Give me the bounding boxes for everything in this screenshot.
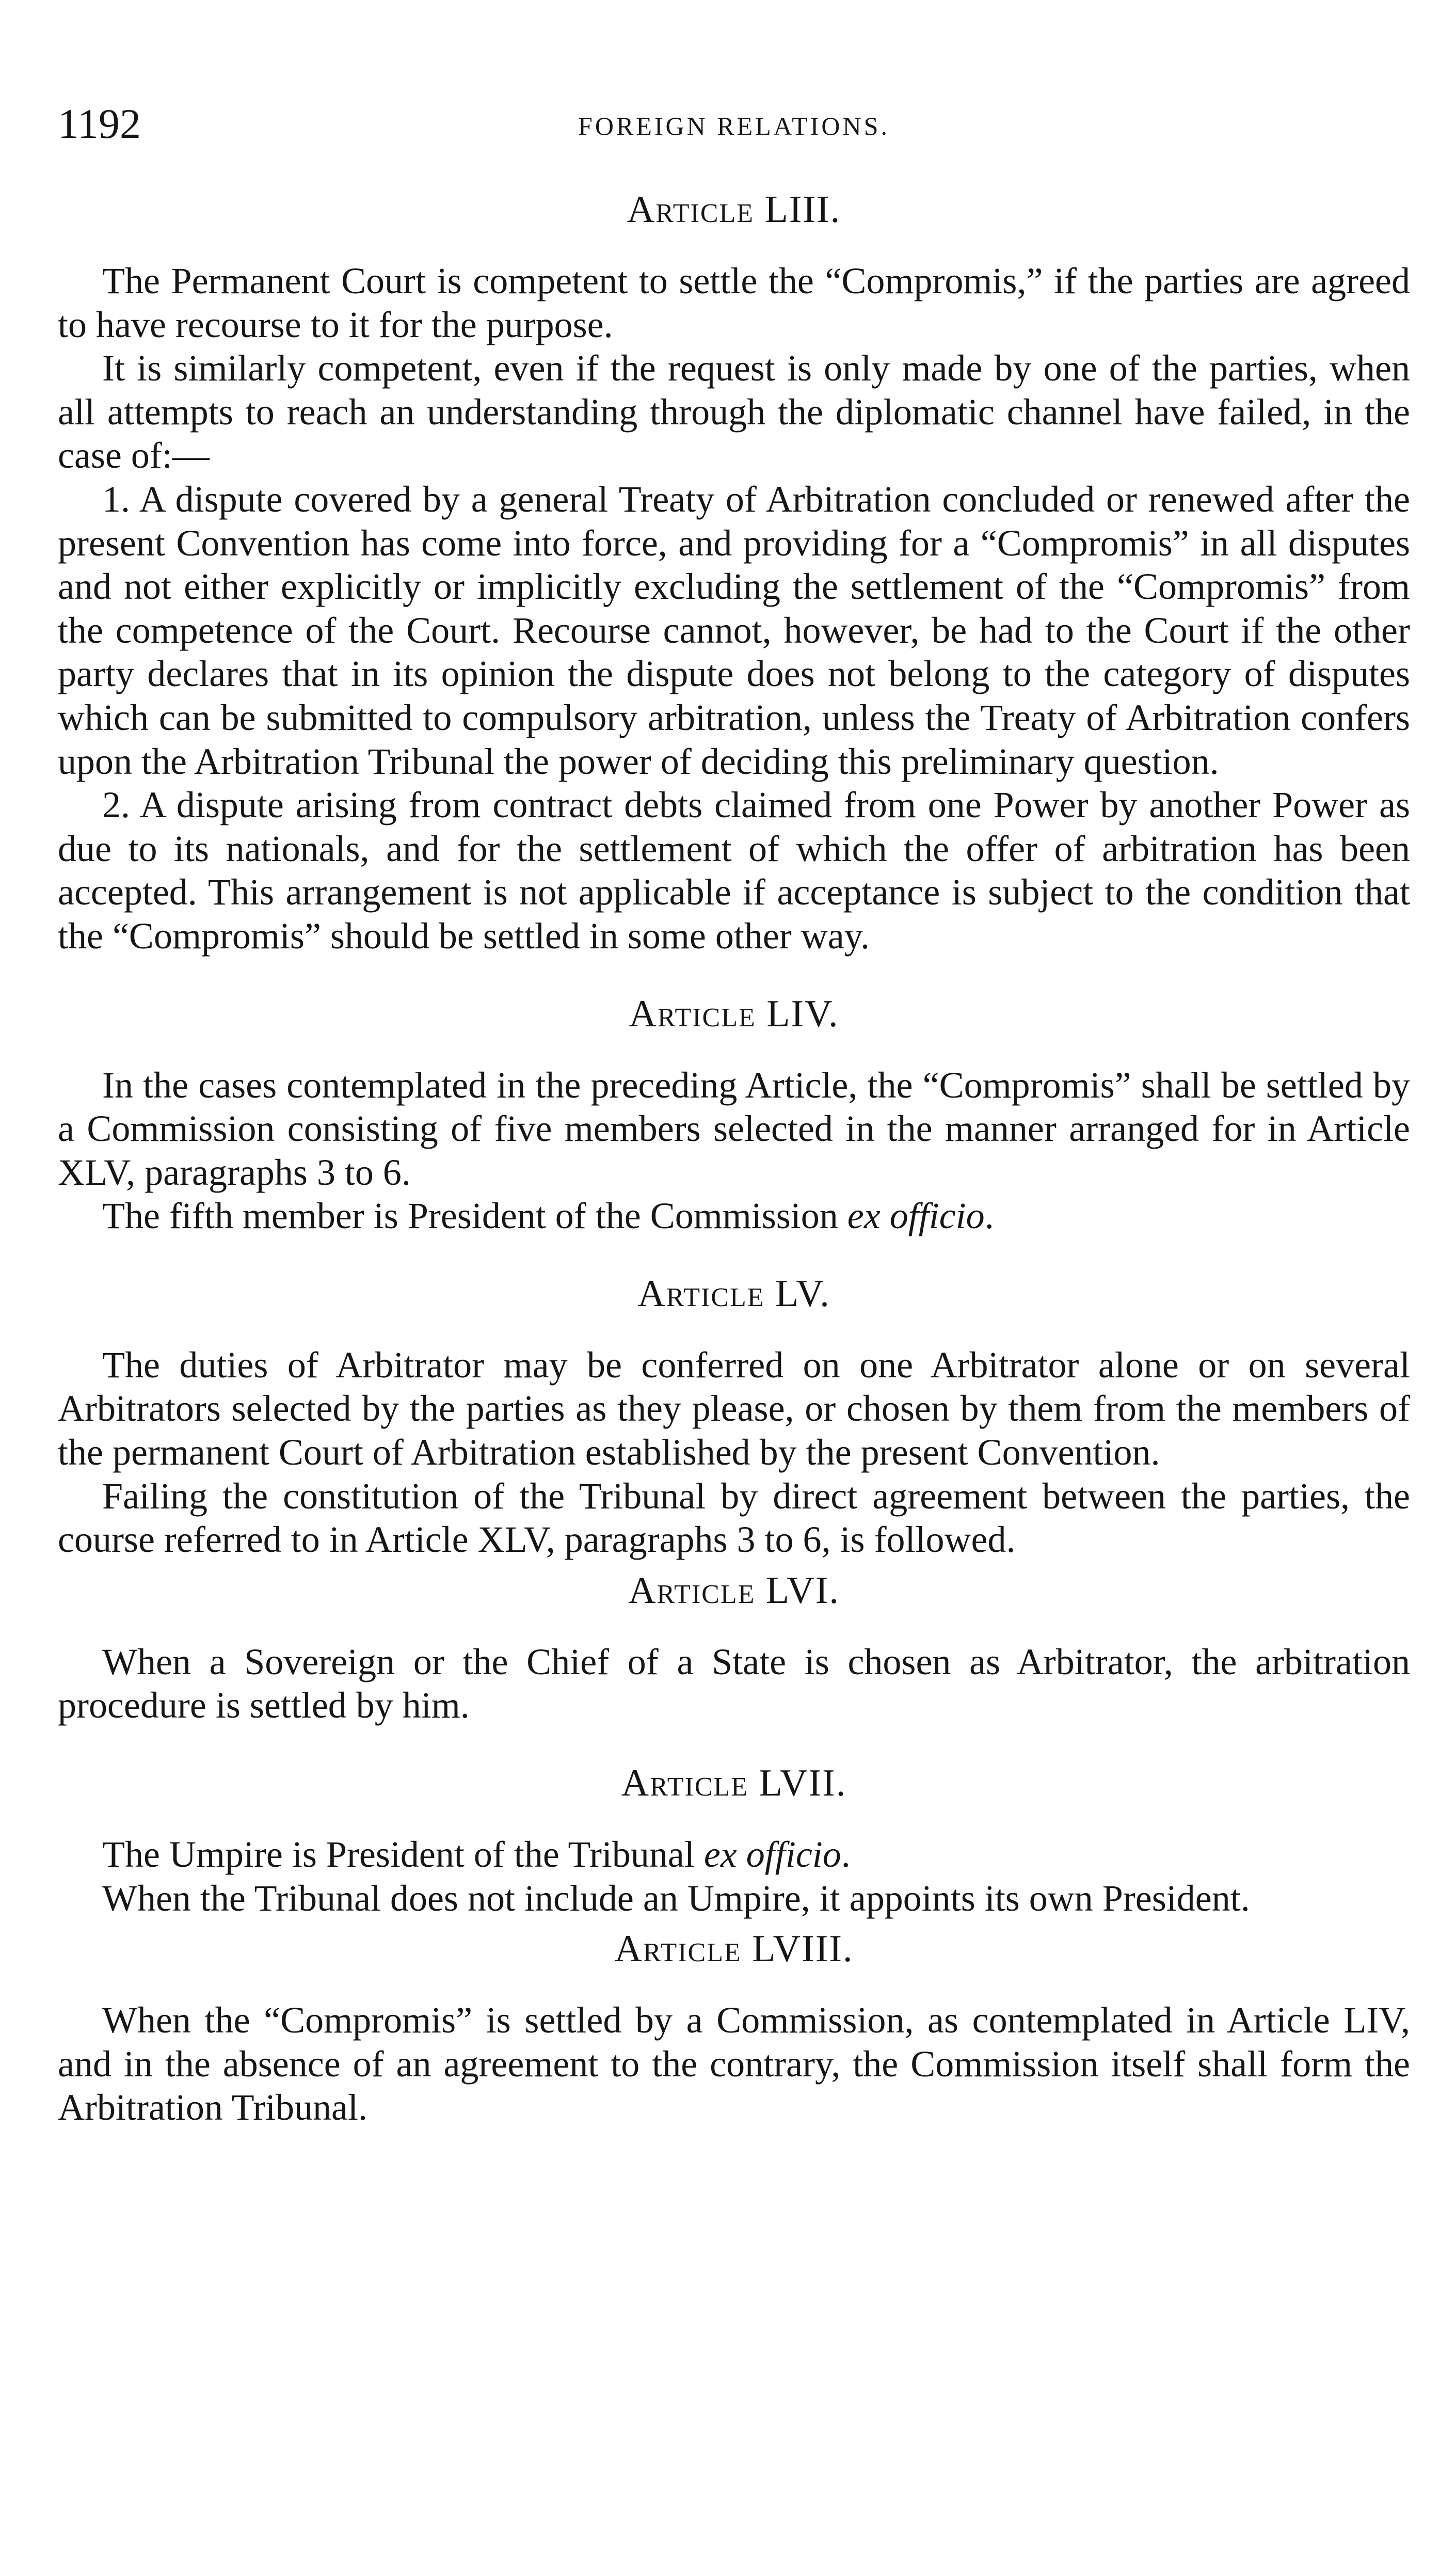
italic-term: ex officio bbox=[703, 1834, 841, 1876]
paragraph-text: The Umpire is President of the Tribunal bbox=[102, 1834, 695, 1876]
paragraph: 2. A dispute arising from contract debts claimed from one Power by another Power as due to its nationals, and for the settlement of which the offer of arbitration has been accepted. This arrangement is not applicable if acceptance is subject to the condition that the “Compromis” should be settled in some other way. bbox=[58, 784, 1410, 957]
article-lvi bbox=[58, 1568, 1410, 1727]
article-heading: Article LIII. bbox=[627, 188, 841, 231]
italic-term: ex officio bbox=[847, 1195, 985, 1237]
page-number: 1192 bbox=[58, 100, 141, 147]
document-page bbox=[58, 98, 1410, 2130]
article-heading: Article LVI. bbox=[628, 1569, 840, 1612]
paragraph: Failing the constitution of the Tribunal by direct agreement between the parties, the course referred to in Article XLV, paragraphs 3 to 6, is followed. bbox=[58, 1475, 1410, 1561]
paragraph bbox=[58, 1194, 1410, 1238]
article-lv bbox=[58, 1271, 1410, 1562]
article-liv bbox=[58, 991, 1410, 1238]
paragraph bbox=[58, 1833, 1410, 1877]
paragraph: The Permanent Court is competent to settle the “Compromis,” if the parties are agreed to have recourse to it for the purpose. bbox=[58, 260, 1410, 345]
running-title: FOREIGN RELATIONS. bbox=[578, 112, 890, 140]
paragraph: When a Sovereign or the Chief of a State is chosen as Arbitrator, the arbitration procedure is settled by him. bbox=[58, 1641, 1410, 1726]
paragraph: 1. A dispute covered by a general Treaty of Arbitration concluded or renewed after the present Convention has come into force, and providing for a “Compromis” in all disputes and not either explicitly or implicitly excluding the settlement of the “Compromis” from the competence of the Court. Recourse cannot, however, be had to the Court if the other party declares that in its opinion the dispute does not belong to the category of disputes which can be submitted to compulsory arbitration, unless the Treaty of Arbitration confers upon the Arbitration Tribunal the power of deciding this preliminary question. bbox=[58, 478, 1410, 782]
paragraph-punctuation: . bbox=[984, 1195, 994, 1237]
article-liii bbox=[58, 187, 1410, 958]
paragraph: When the Tribunal does not include an Umpire, it appoints its own President. bbox=[102, 1877, 1250, 1919]
article-lviii bbox=[58, 1926, 1410, 2130]
article-lvii bbox=[58, 1760, 1410, 1920]
article-heading: Article LV. bbox=[637, 1272, 830, 1315]
paragraph-punctuation: . bbox=[841, 1834, 851, 1876]
paragraph-text: The fifth member is President of the Commission bbox=[102, 1195, 838, 1237]
article-heading: Article LIV. bbox=[629, 992, 839, 1035]
article-heading: Article LVIII. bbox=[614, 1928, 854, 1971]
article-heading: Article LVII. bbox=[621, 1762, 847, 1805]
paragraph: When the “Compromis” is settled by a Commission, as contemplated in Article LIV, and in the absence of an agreement to the contrary, the Commission itself shall form the Arbitration Tribunal. bbox=[58, 1999, 1410, 2129]
paragraph: In the cases contemplated in the preceding Article, the “Compromis” shall be settled by a Commission consisting of five members selected in the manner arranged for in Article XLV, paragraphs 3 to 6. bbox=[58, 1064, 1410, 1193]
paragraph: The duties of Arbitrator may be conferred on one Arbitrator alone or on several Arbitrators selected by the parties as they please, or chosen by them from the members of the permanent Court of Arbitration established by the present Convention. bbox=[58, 1344, 1410, 1473]
paragraph: It is similarly competent, even if the request is only made by one of the parties, when all attempts to reach an understanding through the diplomatic channel have failed, in the case of:— bbox=[58, 347, 1410, 477]
page-header bbox=[58, 98, 1410, 155]
